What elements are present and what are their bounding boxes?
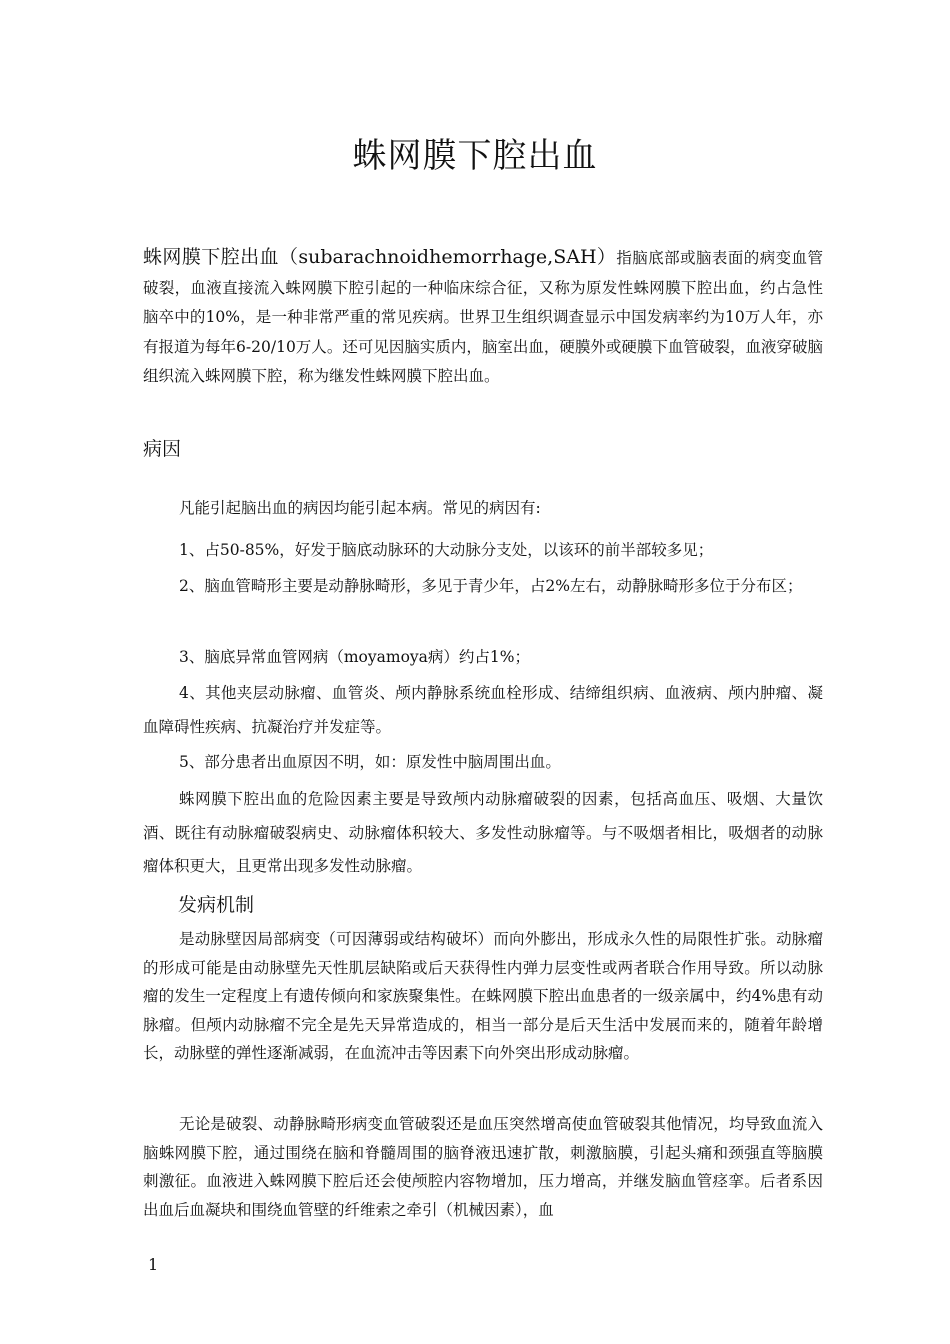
mechanism-paragraph-2: 无论是破裂、动静脉畸形病变血管破裂还是血压突然增高使血管破裂其他情况，均导致血流入脑蛛网膜下腔，通过围绕在脑和脊髓周围的脑脊液迅速扩散，刺激脑膜，引起头痛和颈强直等脑膜刺激征。血液进入蛛网膜下腔后还会使颅腔内容物增加，压力增高，并继发脑血管痉挛。后者系因出血后血凝块和围绕血管壁的纤维索之牵引（机械因素），血 (143, 1115, 823, 1219)
cause-item-5: 5、部分患者出血原因不明，如：原发性中脑周围出血。 (179, 753, 561, 771)
cause-item-4: 4、其他夹层动脉瘤、血管炎、颅内静脉系统血栓形成、结缔组织病、血液病、颅内肿瘤、凝血障碍性疾病、抗凝治疗并发症等。 (143, 684, 823, 736)
cause-item-2: 2、脑血管畸形主要是动静脉畸形，多见于青少年，占2%左右，动静脉畸形多位于分布区； (179, 577, 803, 595)
cause-item-3: 3、脑底异常血管网病（moyamoya病）约占1%； (179, 648, 531, 666)
page-number: 1 (148, 1255, 159, 1274)
cause-item-1: 1、占50-85%，好发于脑底动脉环的大动脉分支处，以该环的前半部较多见； (179, 541, 714, 559)
cause-lead: 凡能引起脑出血的病因均能引起本病。常见的病因有: (179, 499, 541, 517)
section-heading-mechanism: 发病机制 (178, 894, 255, 916)
page-title: 蛛网膜下腔出血 (352, 136, 598, 176)
intro-lead: 蛛网膜下腔出血（subarachnoidhemorrhage,SAH） (143, 246, 617, 268)
mechanism-paragraph-1: 是动脉壁因局部病变（可因薄弱或结构破坏）而向外膨出，形成永久性的局限性扩张。动脉瘤的形成可能是由动脉壁先天性肌层缺陷或后天获得性内弹力层变性或两者联合作用导致。所以动脉瘤的发生一定程度上有遗传倾向和家族聚集性。在蛛网膜下腔出血患者的一级亲属中，约4%患有动脉瘤。但颅内动脉瘤不完全是先天异常造成的，相当一部分是后天生活中发展而来的，随着年龄增长，动脉壁的弹性逐渐减弱，在血流冲击等因素下向外突出形成动脉瘤。 (143, 930, 823, 1062)
section-heading-cause: 病因 (143, 438, 182, 460)
risk-paragraph: 蛛网膜下腔出血的危险因素主要是导致颅内动脉瘤破裂的因素，包括高血压、吸烟、大量饮酒、既往有动脉瘤破裂病史、动脉瘤体积较大、多发性动脉瘤等。与不吸烟者相比，吸烟者的动脉瘤体积更大，且更常出现多发性动脉瘤。 (143, 790, 823, 875)
intro-text: 指脑底部或脑表面的病变血管破裂，血液直接流入蛛网膜下腔引起的一种临床综合征，又称为原发性蛛网膜下腔出血，约占急性脑卒中的10%，是一种非常严重的常见疾病。世界卫生组织调查显示中国发病率约为10万人年，亦有报道为每年6-20/10万人。还可见因脑实质内，脑室出血，硬膜外或硬膜下血管破裂，血液穿破脑组织流入蛛网膜下腔，称为继发性蛛网膜下腔出血。 (143, 249, 823, 385)
intro-paragraph (143, 243, 823, 392)
